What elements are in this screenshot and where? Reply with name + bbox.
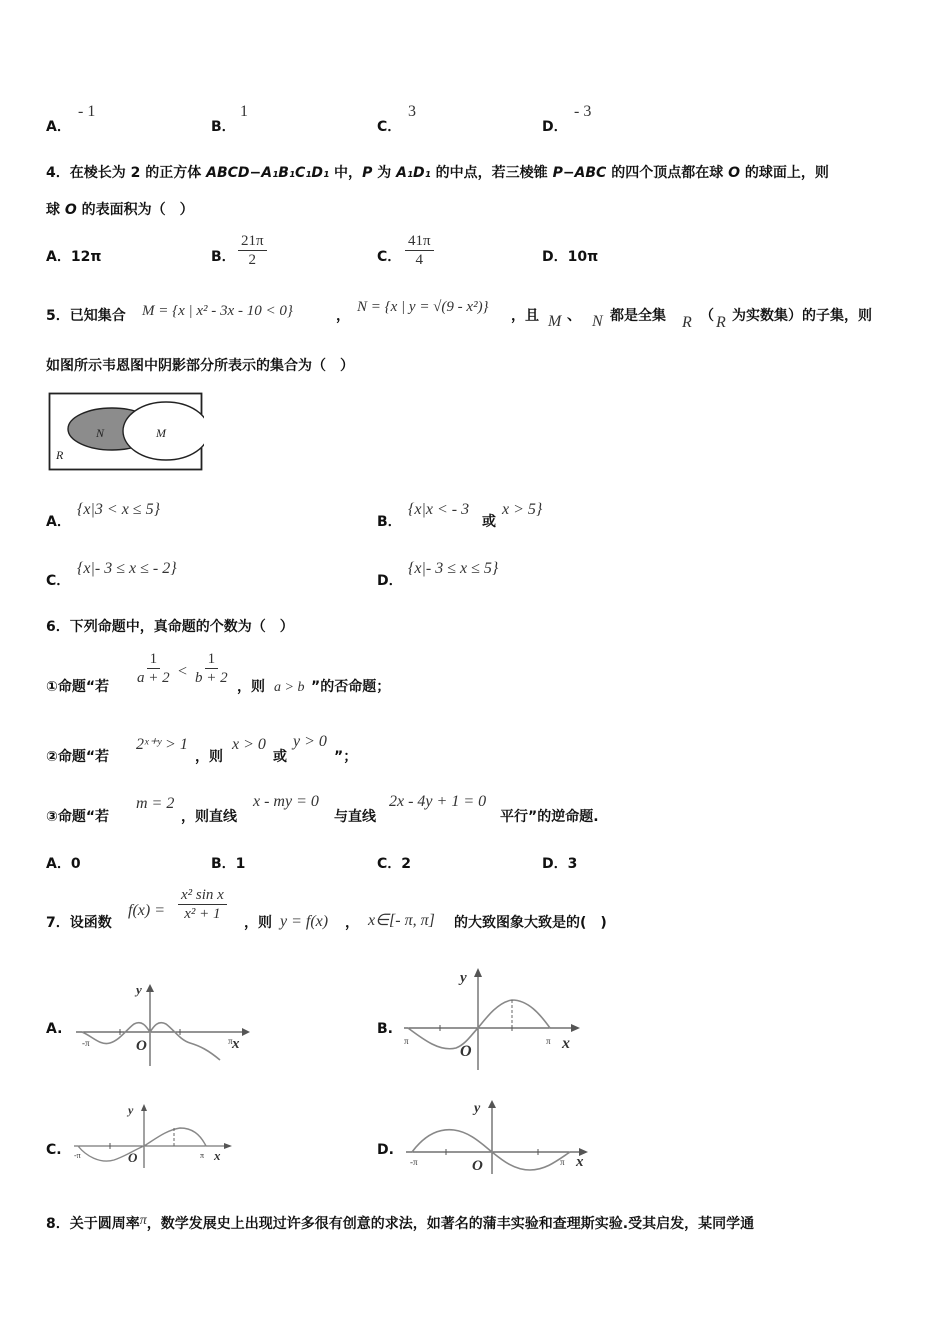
q6-s1-c: a > b xyxy=(274,680,305,695)
y-axis-arrow xyxy=(488,1100,496,1108)
denominator: a + 2 xyxy=(137,670,170,686)
right-bound-label: π xyxy=(200,1151,205,1160)
q4-text: 的四个顶点都在球 xyxy=(606,165,729,181)
q4-option-c-label: C． xyxy=(377,249,402,265)
numerator: 1 xyxy=(147,650,161,669)
q4-text: 为 xyxy=(372,165,397,181)
q6-s3-a: ③命题“若 xyxy=(46,809,110,825)
q6-stem-text: 下列命题中，真命题的个数为（ ） xyxy=(69,619,294,635)
left-bound-label: -π xyxy=(74,1151,81,1160)
denominator: b + 2 xyxy=(195,670,228,686)
q8-number: 8． xyxy=(46,1216,70,1232)
q6-stem xyxy=(46,616,294,636)
left-bound-label: π xyxy=(404,1036,409,1046)
q8-text: 关于圆周率 xyxy=(69,1216,140,1232)
venn-label-n: N xyxy=(96,426,105,440)
q7-graph-c xyxy=(70,1100,240,1172)
curve xyxy=(412,1130,570,1170)
q6-s1-a: ①命题“若 xyxy=(46,679,110,695)
q5-line1 xyxy=(46,305,126,325)
left-bound-label: -π xyxy=(410,1157,418,1167)
q5-option-d-label: D． xyxy=(377,573,403,589)
q4-sphere-o: O xyxy=(728,165,740,181)
left-bound-label: -π xyxy=(82,1038,90,1048)
curve xyxy=(78,1128,206,1161)
q5-option-c-label: C． xyxy=(46,573,71,589)
q4-line1 xyxy=(46,162,829,182)
q5-line2: 如图所示韦恩图中阴影部分所表示的集合为（ ） xyxy=(46,358,354,374)
q6-option-d-label: D． xyxy=(542,856,568,872)
y-label: y xyxy=(128,1103,134,1117)
q6-option-c-label: C． xyxy=(377,856,402,872)
q7-graph-d xyxy=(402,1096,598,1178)
q4-segment: A₁D₁ xyxy=(396,165,431,181)
q6-s2-a: ②命题“若 xyxy=(46,749,110,765)
q6-option-c-value: 2 xyxy=(401,856,412,872)
q5-option-b-label: B． xyxy=(377,514,402,530)
y-label: y xyxy=(474,1101,481,1116)
q7-fx: f(x) = xyxy=(128,902,165,919)
y-label: y xyxy=(136,982,142,997)
q6-option-b-value: 1 xyxy=(235,856,246,872)
numerator: 41π xyxy=(405,232,434,251)
q5-text-d: （ xyxy=(700,308,714,324)
q5-option-d-value: {x|- 3 ≤ x ≤ 5} xyxy=(408,560,499,577)
q5-text-e: 为实数集）的子集，则 xyxy=(732,308,872,324)
q7-graph-c-label: C. xyxy=(46,1142,62,1158)
q3-option-a-value: - 1 xyxy=(78,103,96,120)
q6-s2-c: x > 0 xyxy=(232,736,266,753)
q7-graph-b xyxy=(400,962,590,1074)
q6-number: 6． xyxy=(46,619,70,635)
q6-s2-or: 或 xyxy=(273,749,287,765)
q6-option-d-value: 3 xyxy=(567,856,578,872)
q8-pi: π xyxy=(139,1213,147,1228)
q7-graph-d-label: D. xyxy=(377,1142,394,1158)
q4-text: 球 xyxy=(46,202,65,218)
origin-label: O xyxy=(136,1038,147,1054)
q7-graph-a xyxy=(70,978,260,1070)
q7-graph-a-label: A. xyxy=(46,1021,63,1037)
x-axis-arrow xyxy=(224,1143,232,1149)
numerator: x² sin x xyxy=(178,886,227,905)
q6-option-d xyxy=(542,853,577,873)
q5-option-b-or: 或 xyxy=(482,514,496,530)
q4-option-d xyxy=(542,246,598,266)
q7-number: 7． xyxy=(46,915,70,931)
q7-text-c: 的大致图象大致是的( ) xyxy=(454,915,607,931)
x-label: x xyxy=(232,1036,240,1052)
q4-text: 的表面积为（ ） xyxy=(76,202,194,218)
q6-s3-l1: x - my = 0 xyxy=(253,793,319,810)
q6-option-a-value: 0 xyxy=(70,856,81,872)
q6-s3-c: 与直线 xyxy=(334,809,376,825)
q4-number: 4． xyxy=(46,165,70,181)
q6-s1-b: ，则 xyxy=(237,679,265,695)
x-label: x xyxy=(214,1148,221,1163)
q6-option-a-label: A． xyxy=(46,856,71,872)
q5-option-c-value: {x|- 3 ≤ x ≤ - 2} xyxy=(77,560,177,577)
q6-s3-m: m = 2 xyxy=(136,795,175,812)
q6-s2-expr: 2ˣ⁺ʸ > 1 xyxy=(136,736,188,753)
q5-n: N xyxy=(592,313,603,330)
curve xyxy=(408,1000,550,1049)
q5-r2: R xyxy=(716,314,726,331)
x-axis-arrow xyxy=(242,1028,250,1036)
q6-s2-d: y > 0 xyxy=(293,733,327,750)
q7-graph-b-label: B. xyxy=(377,1021,393,1037)
q8-text: ，数学发展史上出现过许多很有创意的求法，如著名的蒲丰实验和查理斯实验.受其启发，某同学通 xyxy=(146,1216,755,1232)
q6-s1-d: ”的否命题； xyxy=(311,679,391,695)
q7-domain: x∈[- π, π] xyxy=(368,912,435,929)
q5-text: 已知集合 xyxy=(69,308,126,324)
q6-s2-b: ，则 xyxy=(195,749,223,765)
q3-option-b-label: B． xyxy=(211,119,236,135)
q5-comma: ， xyxy=(336,308,350,324)
venn-diagram xyxy=(48,392,204,472)
q3-option-a-label: A． xyxy=(46,119,71,135)
q4-line2 xyxy=(46,199,194,219)
q3-option-b-value: 1 xyxy=(240,103,248,120)
numerator: 21π xyxy=(238,232,267,251)
origin-label: O xyxy=(460,1043,472,1060)
q6-option-b xyxy=(211,853,245,873)
q5-text-c: 都是全集 xyxy=(610,308,666,324)
q4-option-d-label: D． xyxy=(542,249,568,265)
q6-option-b-label: B． xyxy=(211,856,236,872)
q5-sep: 、 xyxy=(567,308,581,324)
q5-option-a-value: {x|3 < x ≤ 5} xyxy=(77,501,160,518)
q6-s1-frac2 xyxy=(192,650,231,687)
q7-comma: ， xyxy=(345,915,359,931)
x-label: x xyxy=(576,1154,584,1170)
q3-option-d-value: - 3 xyxy=(574,103,592,120)
q6-s3-l2: 2x - 4y + 1 = 0 xyxy=(389,793,487,810)
q5-option-b-value-a: {x|x < - 3 xyxy=(408,501,470,518)
q8-line1 xyxy=(46,1213,754,1233)
y-axis-arrow xyxy=(474,968,482,977)
q4-pyramid: P−ABC xyxy=(552,165,607,181)
q4-sphere-o: O xyxy=(64,202,77,218)
q6-option-a xyxy=(46,853,81,873)
denominator: 2 xyxy=(248,252,257,268)
q6-s3-d: 平行”的逆命题. xyxy=(500,809,599,825)
q4-option-a xyxy=(46,246,101,266)
y-axis-arrow xyxy=(146,984,154,992)
q7-fraction xyxy=(178,886,227,923)
x-label: x xyxy=(562,1035,570,1052)
q4-text: 的中点，若三棱锥 xyxy=(430,165,553,181)
right-bound-label: π xyxy=(546,1036,551,1046)
q4-text: 在棱长为 2 的正方体 xyxy=(69,165,207,181)
q5-set-n: N = {x | y = √(9 - x²)} xyxy=(357,299,489,315)
q6-option-c xyxy=(377,853,411,873)
q4-text: 的球面上，则 xyxy=(740,165,829,181)
denominator: x² + 1 xyxy=(184,906,221,922)
q4-text: 中， xyxy=(329,165,363,181)
q3-option-c-label: C． xyxy=(377,119,402,135)
q4-option-c-fraction xyxy=(405,232,434,269)
venn-label-m: M xyxy=(156,426,166,440)
q5-option-b-value-b: x > 5} xyxy=(502,501,543,518)
q4-option-b-fraction xyxy=(238,232,267,269)
q6-s2-e: ”； xyxy=(334,749,358,765)
q5-set-m: M = {x | x² - 3x - 10 < 0} xyxy=(142,303,293,319)
numerator: 1 xyxy=(205,650,219,669)
q4-option-b-label: B． xyxy=(211,249,236,265)
q4-point-p: P xyxy=(362,165,373,181)
q7-text: 设函数 xyxy=(69,915,112,931)
q5-r: R xyxy=(682,314,692,331)
q6-s3-b: ，则直线 xyxy=(181,809,237,825)
x-axis-arrow xyxy=(571,1024,580,1032)
denominator: 4 xyxy=(415,252,424,268)
origin-label: O xyxy=(472,1158,483,1174)
q5-option-a-label: A． xyxy=(46,514,71,530)
q7-text-b: ，则 xyxy=(244,915,272,931)
q4-cube: ABCD−A₁B₁C₁D₁ xyxy=(206,165,330,181)
q7-lead xyxy=(46,912,112,932)
right-bound-label: π xyxy=(560,1157,565,1167)
q4-option-d-value: 10π xyxy=(567,249,599,265)
y-axis-arrow xyxy=(141,1104,147,1111)
q4-option-a-label: A． xyxy=(46,249,71,265)
q5-m: M xyxy=(548,313,562,330)
q3-option-d-label: D． xyxy=(542,119,568,135)
right-bound-label: π xyxy=(228,1036,233,1046)
origin-label: O xyxy=(128,1150,138,1165)
q3-option-c-value: 3 xyxy=(408,103,416,120)
venn-label-r: R xyxy=(56,448,64,462)
q6-s1-frac1 xyxy=(134,650,173,687)
q4-option-a-value: 12π xyxy=(70,249,102,265)
y-label: y xyxy=(460,970,467,986)
q5-number: 5． xyxy=(46,308,70,324)
q5-text-b: ，且 xyxy=(511,308,539,324)
q6-s1-lt: < xyxy=(178,663,188,680)
q7-yfx: y = f(x) xyxy=(280,913,329,930)
